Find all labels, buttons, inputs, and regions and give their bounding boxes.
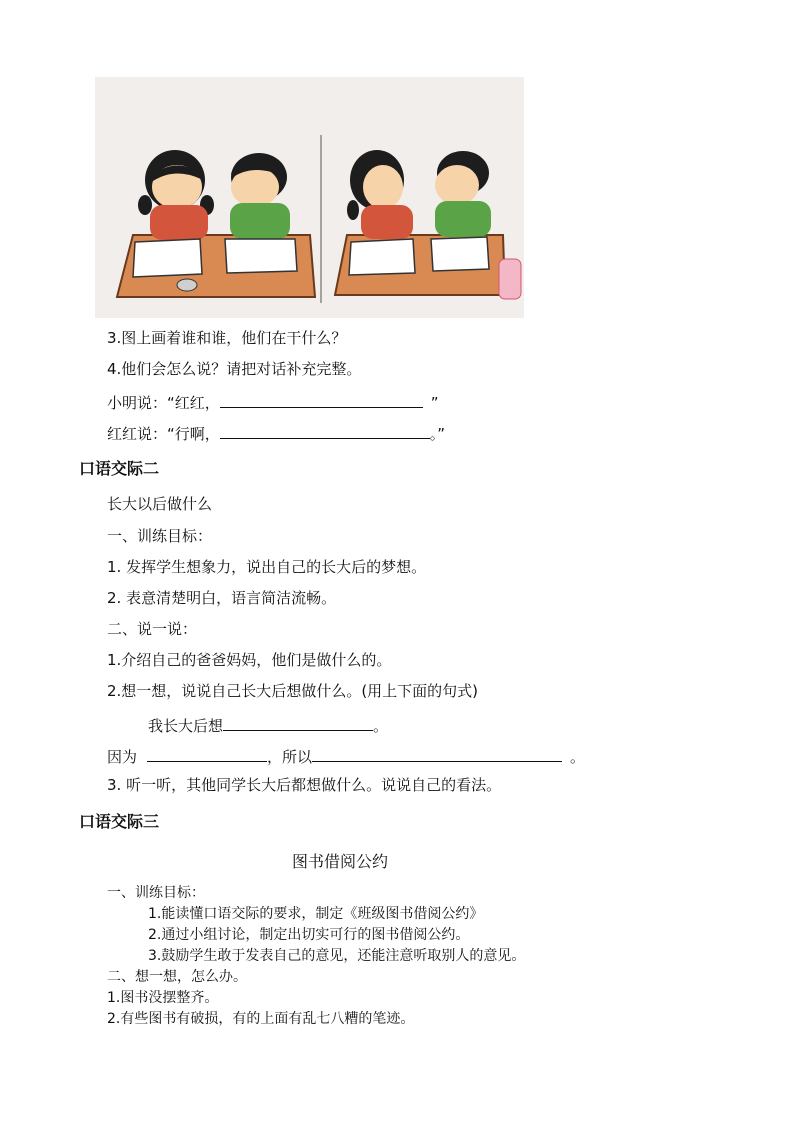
left-book-2 [225, 239, 297, 273]
pattern-2-because: 因为 [107, 748, 138, 766]
sentence-pattern-2 [107, 747, 585, 765]
pattern-2-so: ，所以 [267, 748, 313, 766]
dialog-2-suffix: 。” [429, 425, 446, 443]
pattern-1-suffix: 。 [373, 717, 389, 735]
sentence-pattern-1 [148, 716, 388, 734]
pattern-2-blank-1[interactable] [147, 747, 267, 762]
pattern-2-end: 。 [570, 748, 586, 766]
boy-shirt [230, 203, 290, 239]
section-3-goal-title: 一、训练目标： [107, 885, 205, 901]
section-2-goal-2: 2. 表意清楚明白，语言简洁流畅。 [107, 589, 337, 607]
pattern-2-blank-2[interactable] [312, 747, 562, 762]
section-2-item-2: 2.想一想，说说自己长大后想做什么。(用上下面的句式) [107, 682, 479, 700]
section-3-goal-1: 1.能读懂口语交际的要求，制定《班级图书借阅公约》 [148, 906, 484, 922]
section-2-heading: 口语交际二 [79, 459, 160, 478]
dialog-1-suffix: ” [430, 394, 439, 412]
section-2-item-1: 1.介绍自己的爸爸妈妈，他们是做什么的。 [107, 651, 392, 669]
left-book-1 [133, 239, 202, 277]
dialog-2-blank[interactable] [220, 424, 430, 439]
section-3-think-title: 二、想一想，怎么办。 [107, 969, 247, 985]
dialog-1-blank[interactable] [220, 393, 423, 408]
section-2-goal-title: 一、训练目标： [107, 527, 213, 545]
dialog-line-1 [107, 393, 439, 411]
section-3-item-2: 2.有些图书有破损，有的上面有乱七八糟的笔迹。 [107, 1011, 415, 1027]
eraser [177, 279, 197, 291]
dialog-line-2 [107, 424, 445, 442]
section-3-goal-2: 2.通过小组讨论，制定出切实可行的图书借阅公约。 [148, 927, 470, 943]
section-2-item-3: 3. 听一听，其他同学长大后都想做什么。说说自己的看法。 [107, 776, 502, 794]
section-2-say-title: 二、说一说： [107, 620, 198, 638]
thumbs-up-icon [499, 259, 521, 299]
section-2-goal-1: 1. 发挥学生想象力，说出自己的长大后的梦想。 [107, 558, 427, 576]
section-3-topic: 图书借阅公约 [292, 852, 389, 871]
pattern-1-prefix: 我长大后想 [148, 717, 224, 735]
question-3: 3.图上画着谁和谁，他们在干什么？ [107, 329, 347, 347]
dialog-1-prefix: 小明说：“红红， [107, 394, 220, 412]
section-3-goal-3: 3.鼓励学生敢于发表自己的意见，还能注意听取别人的意见。 [148, 948, 526, 964]
section-3-heading: 口语交际三 [79, 812, 160, 831]
dialog-2-prefix: 红红说：“行啊， [107, 425, 220, 443]
question-4: 4.他们会怎么说？请把对话补充完整。 [107, 360, 362, 378]
section-2-topic: 长大以后做什么 [107, 495, 213, 513]
section-3-item-1: 1.图书没摆整齐。 [107, 990, 219, 1006]
girl-shirt [150, 205, 208, 240]
pattern-1-blank[interactable] [223, 716, 373, 731]
illustration-two-children-at-desk [95, 77, 524, 318]
